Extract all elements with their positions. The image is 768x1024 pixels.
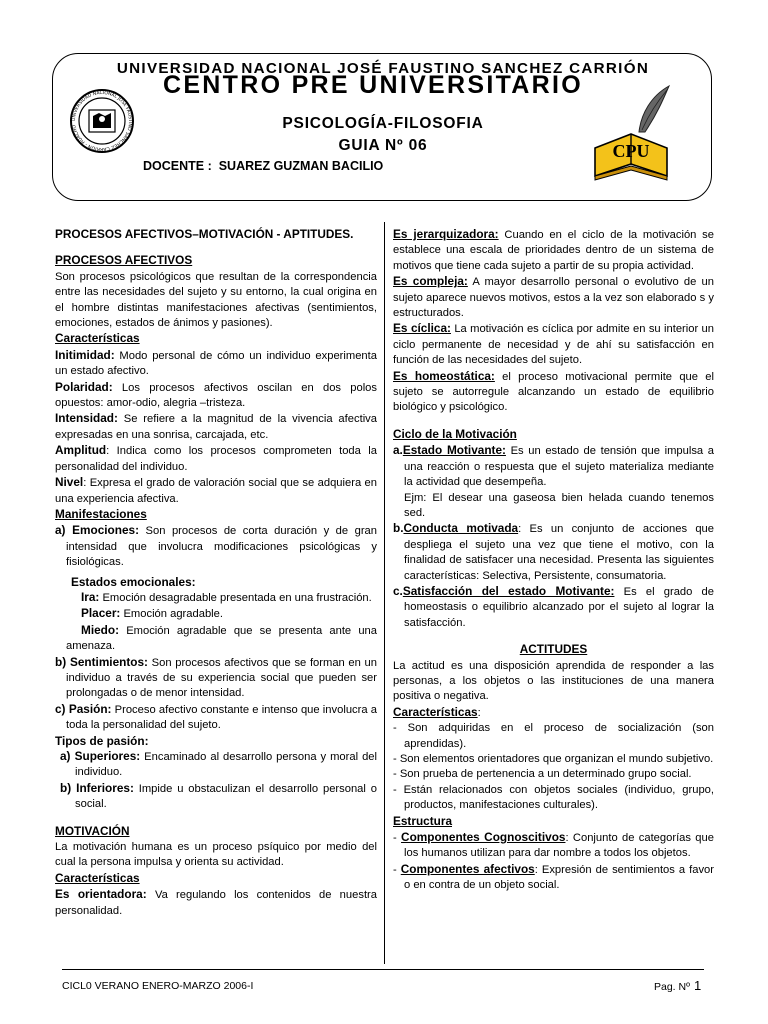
ciclo-conducta-motivada: b.Conducta motivada: Es un conjunto de acciones que despliega el sujeto una vez que tiene el motivo, con la finalidad de satisfacer una necesidad. Presenta las siguientes características: Selectiva, Persistente, consumatoria.	[393, 521, 714, 582]
item-jerarquizadora: Es jerarquizadora: Cuando en el ciclo de la motivación se establece una escala de prioridades dentro de un sistema de motivos que tiene cada sujeto a partir de su propia actividad.	[393, 227, 714, 272]
footer-page	[654, 978, 701, 993]
page-title: PROCESOS AFECTIVOS–MOTIVACIÓN - APTITUDES.	[55, 227, 354, 241]
course-title: PSICOLOGÍA-FILOSOFIA	[282, 115, 484, 132]
estructura-cognoscitivos: - Componentes Cognoscitivos: Conjunto de categorías que los humanos utilizan para dar nombre a todos los objetos.	[393, 830, 714, 860]
motivacion-heading: MOTIVACIÓN	[55, 823, 130, 838]
column-divider	[384, 222, 385, 964]
caracteristicas-heading: Características	[55, 331, 140, 346]
estado-placer: Placer: Emoción agradable.	[81, 606, 223, 621]
caracteristicas-heading-2: Características	[55, 870, 140, 885]
estructura-heading: Estructura	[393, 813, 453, 828]
car-item-nivel: Nivel: Expresa el grado de valoración social que se adquiera en una experiencia afectiva.	[55, 475, 377, 505]
page-label: Pag. Nº	[654, 981, 690, 993]
actitud-car-item: - Son adquiridas en el proceso de socialización (son aprendidas).	[393, 722, 714, 750]
docente-name: SUAREZ GUZMAN BACILIO	[218, 159, 384, 173]
actitudes-text: La actitud es una disposición aprendida de responder a las personas, a los objetos o las instituciones de una manera positiva o negativa.	[393, 659, 714, 703]
docente-line	[143, 159, 383, 173]
actitud-car-item: - Están relacionados con objetos sociales (individuo, grupo, productos, manifestaciones culturales).	[393, 783, 714, 812]
pasion-item: c) Pasión: Proceso afectivo constante e intenso que involucra a toda la personalidad del sujeto.	[55, 701, 377, 732]
motivacion-text: La motivación humana es un proceso psíquico por medio del cual la persona impulsa y orienta su actividad.	[55, 841, 377, 869]
item-ciclica: Es cíclica: La motivación es cíclica por admite en su interior un ciclo permanente de necesidad y de ahí su satisfacción en función de las necesidades del sujeto.	[393, 321, 715, 367]
ciclo-estado-motivante: a.Estado Motivante: Es un estado de tensión que impulsa a una reacción o respuesta que el sujeto materializa mediante la actividad que desempeña.	[393, 443, 714, 489]
cpu-book-logo	[589, 84, 679, 184]
page-number: 1	[693, 978, 702, 993]
guide-number: GUIA Nº 06	[338, 137, 428, 154]
estado-ira: Ira: Emoción desagradable presentada en una frustración.	[81, 589, 372, 604]
actitud-car-item: - Son prueba de pertenencia a un determinado grupo social.	[393, 768, 692, 781]
university-name: UNIVERSIDAD NACIONAL JOSÉ FAUSTINO SANCHEZ CARRIÓN	[116, 60, 650, 77]
section-heading-procesos-afectivos: PROCESOS AFECTIVOS	[55, 253, 193, 268]
actitudes-heading: ACTITUDES	[519, 642, 588, 657]
procesos-afectivos-text: Son procesos psicológicos que resultan de la correspondencia entre las necesidades del sujeto y su entorno, la cual origina en el hombre distintas manifestaciones afectivas (sentimientos, emociones, estados de ánimos y pasiones).	[55, 270, 377, 330]
header-box	[52, 53, 712, 201]
ciclo-ejemplo: Ejm: El desear una gaseosa bien helada cuando tenemos sed.	[404, 491, 714, 519]
seal-ring-text: UNIVERSIDAD NACIONAL JOSÉ FAUSTINO SÁNCHEZ CARRIÓN - HUACHO	[71, 90, 133, 152]
footer-cycle: CICL0 VERANO ENERO-MARZO 2006-I	[62, 980, 254, 992]
tipo-superiores: a) Superiores: Encaminado al desarrollo persona y moral del individuo.	[60, 749, 377, 779]
ciclo-motivacion-heading: Ciclo de la Motivación	[393, 426, 517, 441]
footer-rule	[62, 969, 704, 970]
car-item-intimidad: Initimidad: Modo personal de cómo un individuo experimenta un estado afectivo.	[55, 347, 377, 378]
estados-emocionales-heading: Estados emocionales:	[71, 574, 196, 589]
tipo-inferiores: b) Inferiores: Impide u obstaculizan el desarrollo personal o social.	[60, 780, 377, 811]
right-column	[393, 227, 714, 894]
manifestaciones-heading: Manifestaciones	[55, 506, 147, 521]
cpu-logo-text: CPU	[612, 141, 650, 161]
estructura-afectivos: - Componentes afectivos: Expresión de sentimientos a favor o en contra de un objeto social.	[393, 861, 714, 892]
ciclo-satisfaccion: c.Satisfacción del estado Motivante: Es el grado de homeostasis o equilibrio alcanzado por el sujeto al lograr la satisfacción.	[393, 583, 714, 629]
sentimientos-item: b) Sentimientos: Son procesos afectivos que se forman en un individuo a través de su experiencia social que pueden ser prolongadas o de menor intensidad.	[55, 654, 377, 700]
car-item-amplitud: Amplitud: Indica como los procesos comprometen toda la personalidad del individuo.	[55, 443, 377, 473]
university-seal-logo	[69, 88, 135, 154]
docente-label: DOCENTE :	[143, 159, 212, 173]
item-homeostatica: Es homeostática: el proceso motivacional permite que el sujeto se autorregule alcanzando un estado de equilibrio biológico y psicológico.	[393, 368, 714, 414]
car-item-polaridad: Polaridad: Los procesos afectivos oscilan en dos polos opuestos: amor-odio, alegria –tristeza.	[55, 379, 377, 410]
center-name: CENTRO PRE UNIVERSITARIO	[162, 71, 584, 99]
car-item-intensidad: Intensidad: Se refiere a la magnitud de la vivencia afectiva expresadas en una sonrisa, carcajada, etc.	[55, 411, 377, 441]
actitudes-caracteristicas-heading: Características:	[393, 704, 481, 719]
left-column	[55, 227, 377, 919]
emociones-item: a) Emociones: Son procesos de corta duración y de gran intensidad que involucra modificaciones psicológicas y fisiológicas.	[55, 523, 377, 569]
item-compleja: Es compleja: A mayor desarrollo personal o evolutivo de un sujeto aparece nuevos motivos, estos a la vez son elaborado s y estructurados.	[393, 274, 714, 320]
estado-miedo: Miedo: Emoción agradable que se presenta ante una amenaza.	[66, 622, 377, 653]
actitud-car-item: - Son elementos orientadores que organizan el mundo subjetivo.	[393, 753, 714, 765]
car-item-orientadora: Es orientadora: Va regulando los contenidos de nuestra personalidad.	[55, 887, 377, 917]
tipos-pasion-heading: Tipos de pasión:	[55, 733, 149, 748]
